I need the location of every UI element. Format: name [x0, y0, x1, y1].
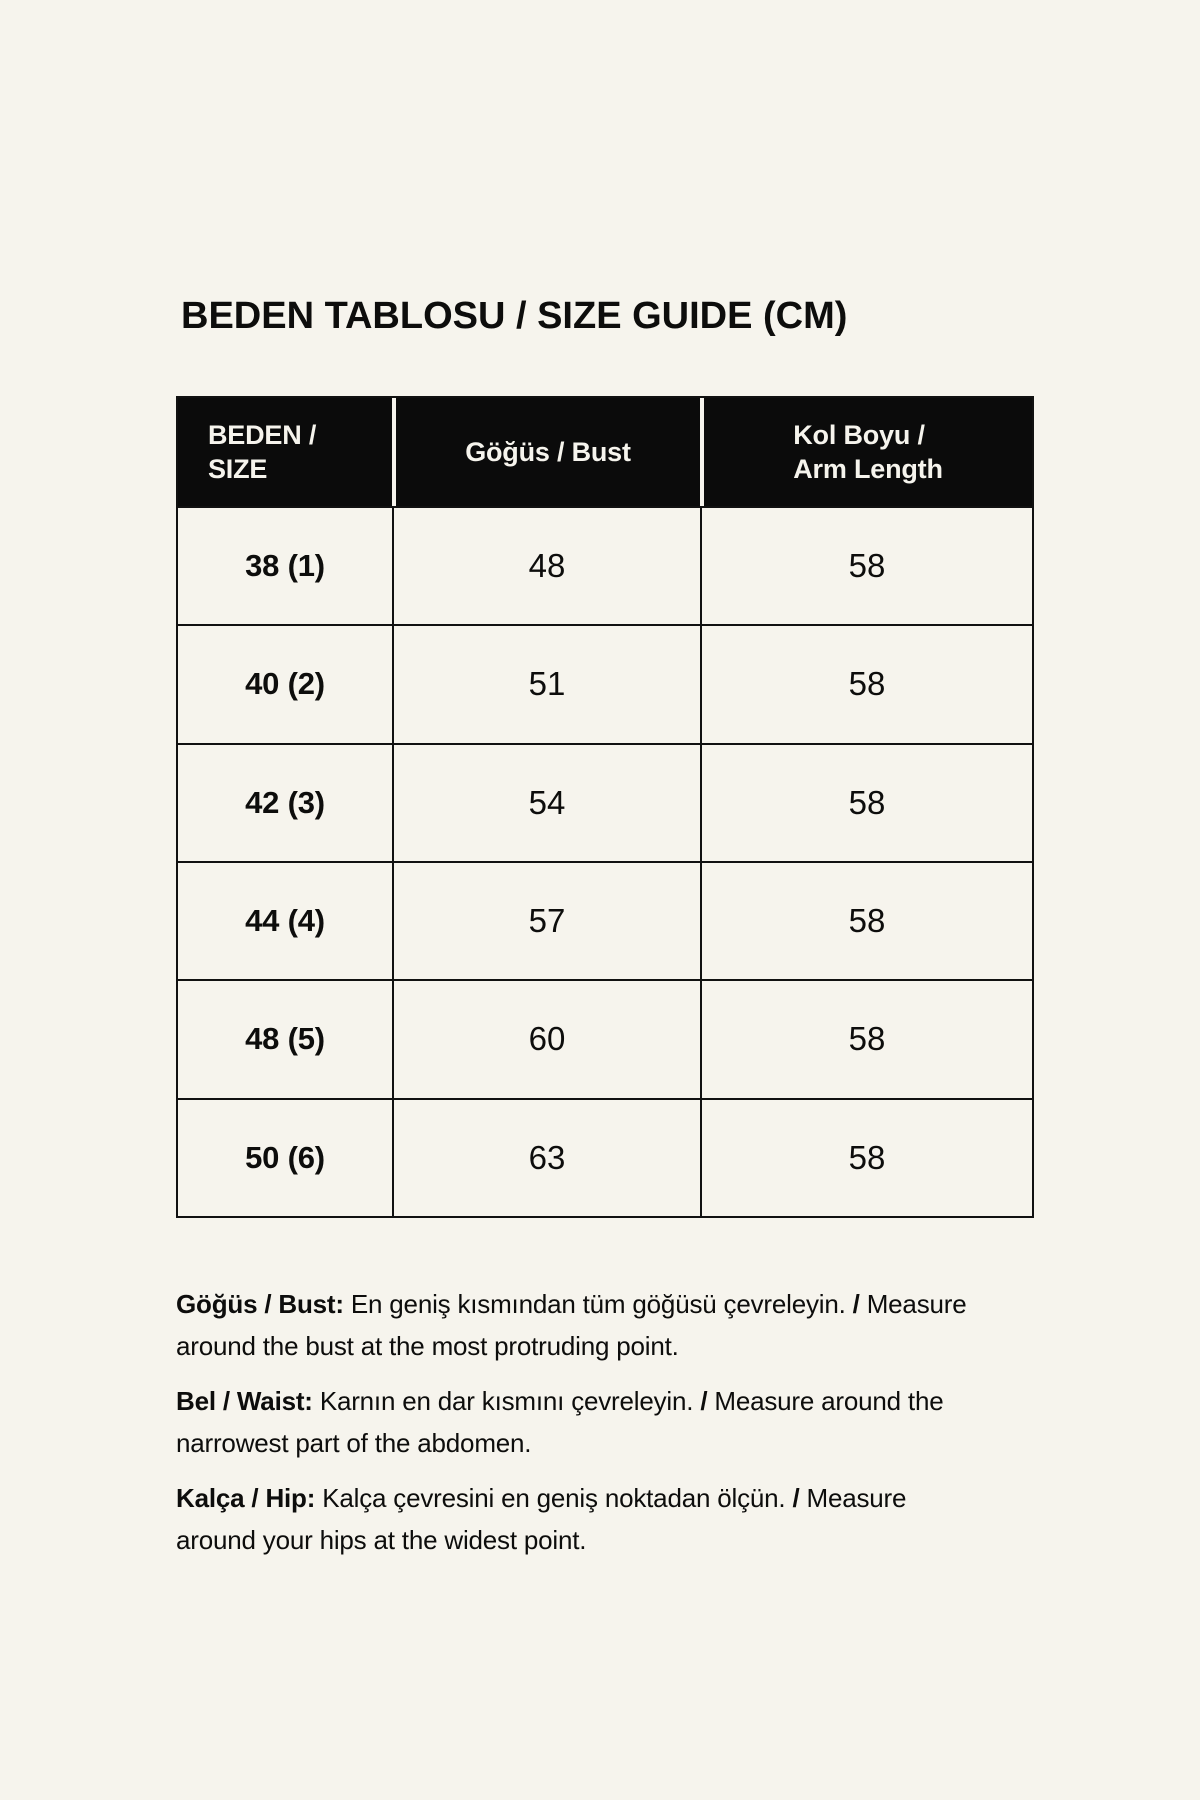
- header-size-line1: BEDEN /: [208, 420, 317, 450]
- header-arm-line1: Kol Boyu /: [793, 420, 925, 450]
- cell-size: 50 (6): [178, 1098, 392, 1216]
- cell-arm-length: 58: [700, 624, 1032, 742]
- note-waist-slash: /: [700, 1386, 708, 1416]
- header-size-line2: SIZE: [208, 454, 268, 484]
- note-bust-text-tr: En geniş kısmından tüm göğüsü çevreleyin.: [350, 1289, 846, 1319]
- header-cell-arm-length: [700, 398, 1032, 506]
- page-title: BEDEN TABLOSU / SIZE GUIDE (CM): [181, 295, 848, 337]
- note-bust-text-en: Measure around the bust at the most protruding point.: [176, 1289, 967, 1361]
- cell-arm-length: 58: [700, 506, 1032, 624]
- header-arm-line2: Arm Length: [793, 454, 943, 484]
- note-bust-slash: /: [852, 1289, 860, 1319]
- note-waist-label: Bel / Waist:: [176, 1386, 313, 1416]
- cell-size: 48 (5): [178, 979, 392, 1097]
- cell-size: 44 (4): [178, 861, 392, 979]
- cell-size: 42 (3): [178, 743, 392, 861]
- header-bust-label: Göğüs / Bust: [465, 437, 631, 467]
- header-cell-bust: [392, 398, 700, 506]
- cell-arm-length: 58: [700, 979, 1032, 1097]
- note-bust-label: Göğüs / Bust:: [176, 1289, 344, 1319]
- header-cell-size: [178, 398, 392, 506]
- header-size-label: [208, 418, 316, 486]
- note-bust: [176, 1283, 976, 1367]
- cell-bust: 60: [392, 979, 700, 1097]
- cell-size: 40 (2): [178, 624, 392, 742]
- cell-bust: 63: [392, 1098, 700, 1216]
- measurement-notes: [176, 1283, 976, 1574]
- cell-bust: 54: [392, 743, 700, 861]
- note-waist: [176, 1380, 976, 1464]
- note-hip-text-en: Measure around your hips at the widest point.: [176, 1483, 907, 1555]
- cell-bust: 48: [392, 506, 700, 624]
- note-hip: [176, 1477, 976, 1561]
- cell-bust: 51: [392, 624, 700, 742]
- note-waist-text-en: Measure around the narrowest part of the abdomen.: [176, 1386, 944, 1458]
- header-arm-label: [793, 418, 943, 486]
- note-waist-text-tr: Karnın en dar kısmını çevreleyin.: [319, 1386, 694, 1416]
- note-hip-text-tr: Kalça çevresini en geniş noktadan ölçün.: [322, 1483, 786, 1513]
- cell-arm-length: 58: [700, 861, 1032, 979]
- cell-arm-length: 58: [700, 1098, 1032, 1216]
- cell-size: 38 (1): [178, 506, 392, 624]
- size-guide-table: [176, 396, 1034, 1218]
- cell-arm-length: 58: [700, 743, 1032, 861]
- cell-bust: 57: [392, 861, 700, 979]
- note-hip-slash: /: [792, 1483, 800, 1513]
- note-hip-label: Kalça / Hip:: [176, 1483, 316, 1513]
